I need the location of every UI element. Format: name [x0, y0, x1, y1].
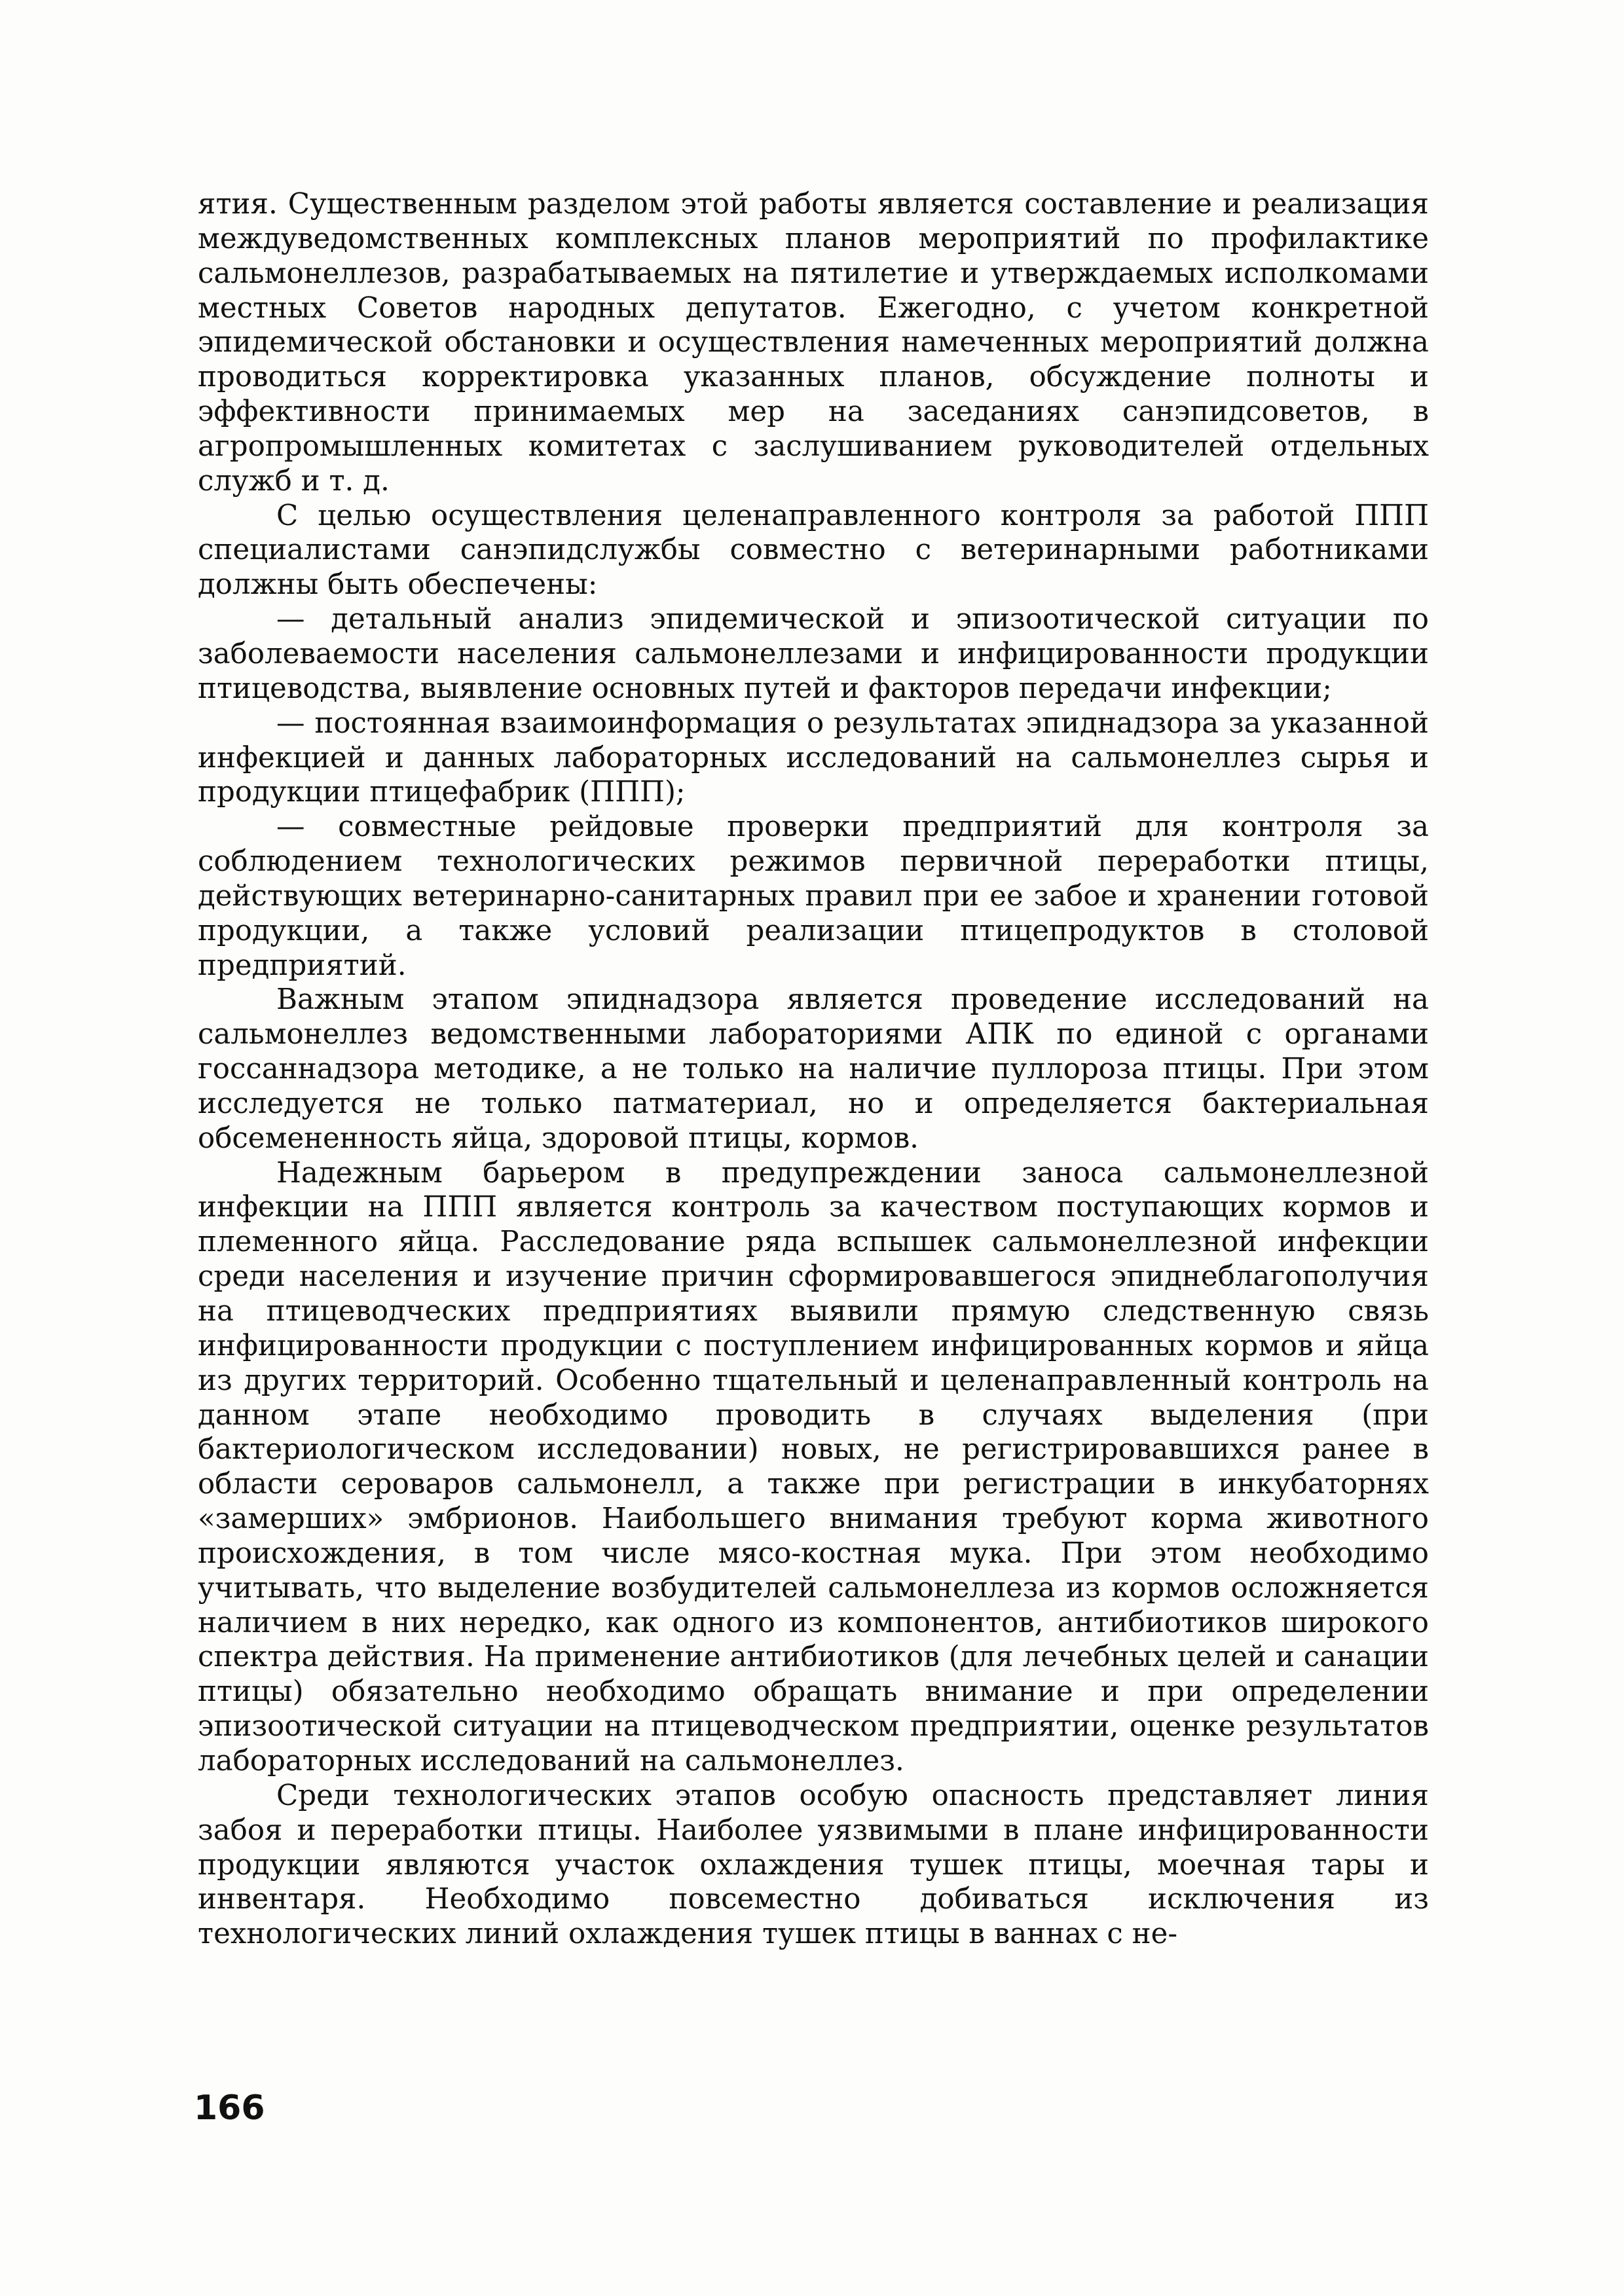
paragraph-continuation: ятия. Существенным разделом этой работы является составление и реализация междуведомственных комплексных планов мероприятий по профилактике сальмонеллезов, разрабатываемых на пятилетие и утверждаемых исполкомами местных Советов народных депутатов. Ежегодно, с учетом конкретной эпидемической обстановки и осуществления намеченных мероприятий должна проводиться корректировка указанных планов, обсуждение полноты и эффективности принимаемых мер на заседаниях санэпидсоветов, в агропромышленных комитетах с заслушиванием руководителей отдельных служб и т. д. [198, 188, 1429, 498]
list-item-analysis: — детальный анализ эпидемической и эпизоотической ситуации по заболеваемости населения сальмонеллезами и инфицированности продукции птицеводства, выявление основных путей и факторов передачи инфекции; [198, 603, 1429, 705]
paragraph-feed-control: Надежным барьером в предупреждении заноса сальмонеллезной инфекции на ППП является контроль за качеством поступающих кормов и племенного яйца. Расследование ряда вспышек сальмонеллезной инфекции среди населения и изучение причин сформировавшегося эпиднеблагополучия на птицеводческих предприятиях выявили прямую следственную связь инфицированности продукции с поступлением инфицированных кормов и яйца из других территорий. Особенно тщательный и целенаправленный контроль на данном этапе необходимо проводить в случаях выделения (при бактериологическом исследовании) новых, не регистрировавшихся ранее в области сероваров сальмонелл, а также при регистрации в инкубаторнях «замерших» эмбрионов. Наибольшего внимания требуют корма животного происхождения, в том числе мясо-костная мука. При этом необходимо учитывать, что выделение возбудителей сальмонеллеза из кормов осложняется наличием в них нередко, как одного из компонентов, антибиотиков широкого спектра действия. На применение антибиотиков (для лечебных целей и санации птицы) обязательно необходимо обращать внимание и при определении эпизоотической ситуации на птицеводческом предприятии, оценке результатов лабораторных исследований на сальмонеллез. [198, 1156, 1429, 1777]
body-text [198, 187, 1429, 1952]
paragraph-laboratory-research: Важным этапом эпиднадзора является проведение исследований на сальмонеллез ведомственными лабораториями АПК по единой с органами госсаннадзора методике, а не только на наличие пуллороза птицы. При этом исследуется не только патматериал, но и определяется бактериальная обсемененность яйца, здоровой птицы, кормов. [198, 983, 1429, 1155]
paragraph-slaughter-line: Среди технологических этапов особую опасность представляет линия забоя и переработки птицы. Наиболее уязвимыми в плане инфицированности продукции являются участок охлаждения тушек птицы, моечная тары и инвентаря. Необходимо повсеместно добиваться исключения из технологических линий охлаждения тушек птицы в ваннах с не- [198, 1779, 1429, 1951]
list-item-information-exchange: — постоянная взаимоинформация о результатах эпиднадзора за указанной инфекцией и данных лабораторных исследований на сальмонеллез сырья и продукции птицефабрик (ППП); [198, 706, 1429, 809]
page-number: 166 [194, 2088, 265, 2128]
list-item-joint-inspections: — совместные рейдовые проверки предприятий для контроля за соблюдением технологических режимов первичной переработки птицы, действующих ветеринарно-санитарных правил при ее забое и хранении готовой продукции, а также условий реализации птицепродуктов в столовой предприятий. [198, 811, 1429, 982]
paragraph-control-intro: С целью осуществления целенаправленного контроля за работой ППП специалистами санэпидслужбы совместно с ветеринарными работниками должны быть обеспечены: [198, 499, 1429, 602]
